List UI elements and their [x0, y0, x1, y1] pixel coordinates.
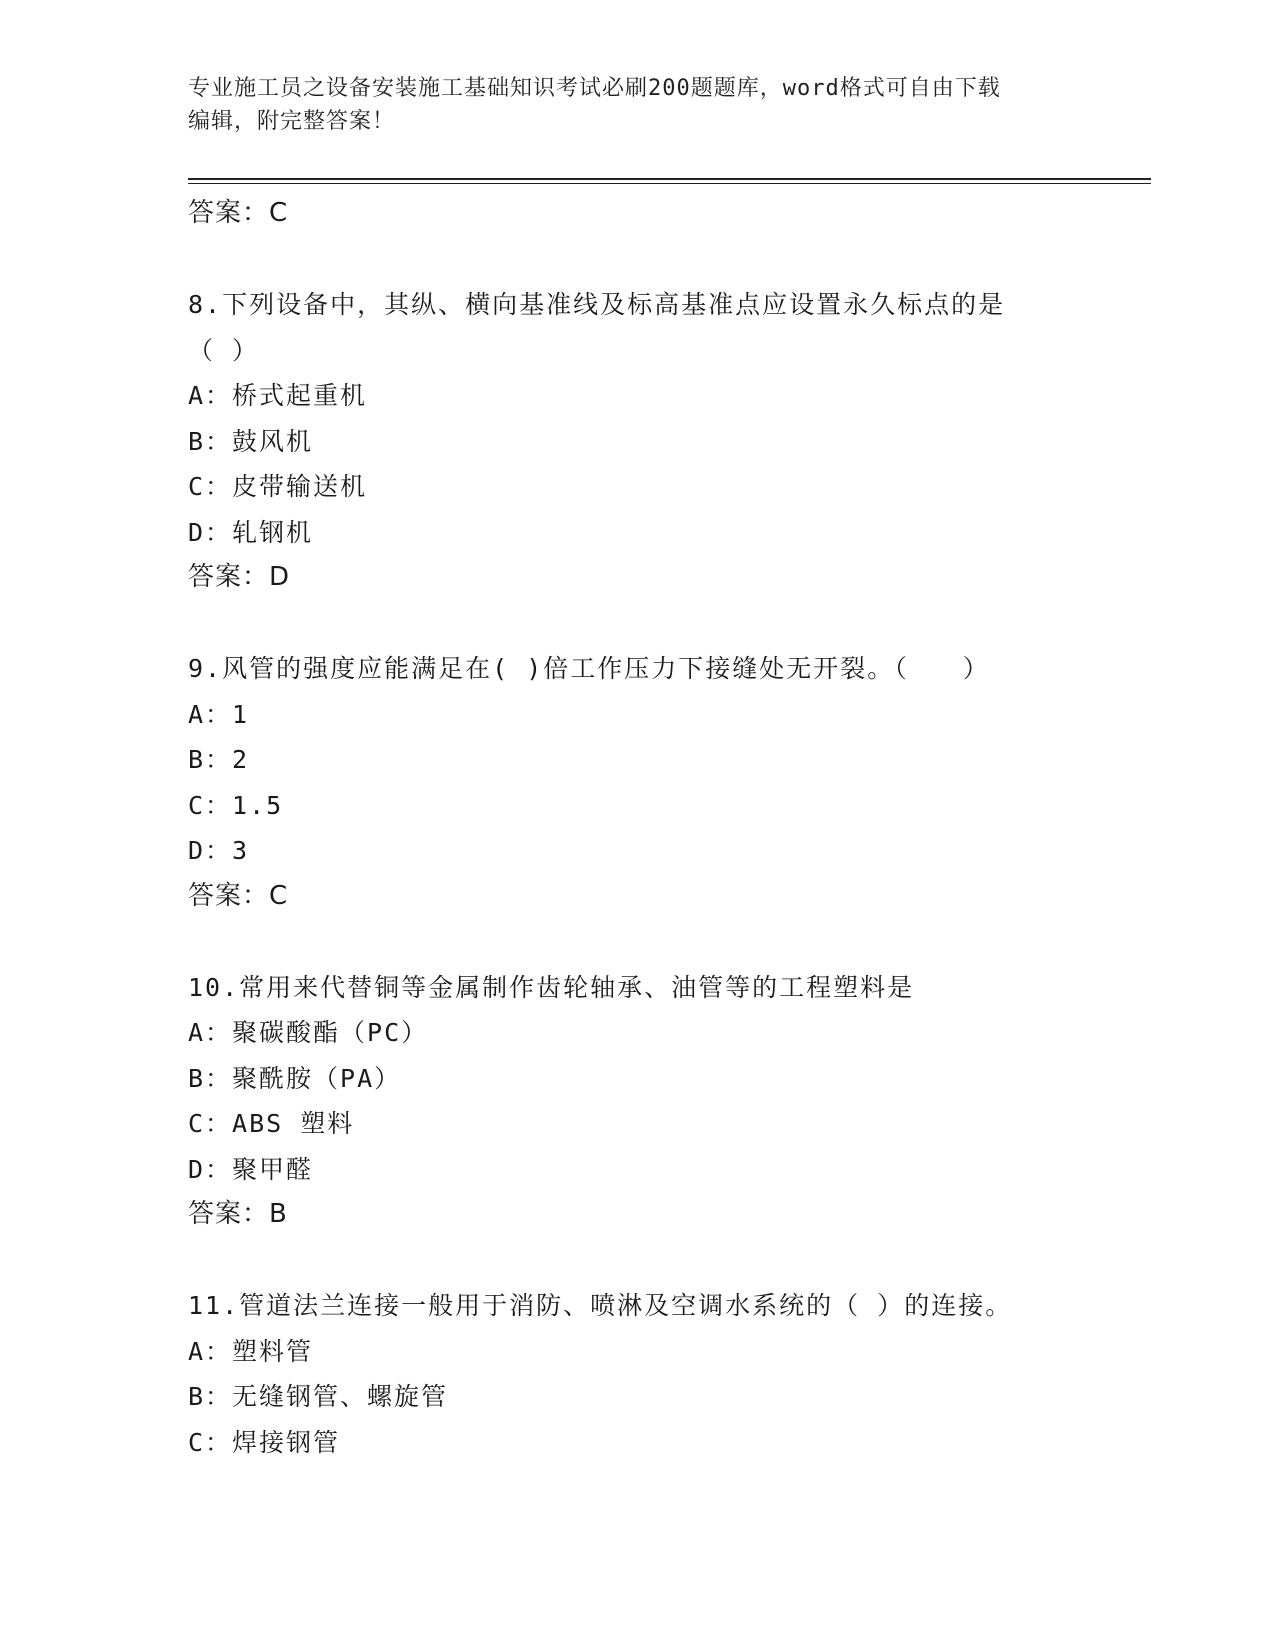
spacer — [188, 237, 1148, 283]
option-b: B：鼓风机 — [188, 426, 314, 456]
question-stem-continued: （ ） — [188, 335, 260, 365]
option-b: B：无缝钢管、螺旋管 — [188, 1382, 449, 1411]
spacer — [188, 919, 1148, 965]
question-item — [188, 1283, 1148, 1465]
option-c: C：ABS 塑料 — [188, 1109, 355, 1138]
question-item — [188, 282, 1148, 601]
option-d: D：3 — [188, 836, 250, 865]
spacer — [188, 601, 1148, 647]
page-header — [188, 72, 1088, 138]
option-a: A：1 — [188, 699, 250, 729]
question-list — [188, 191, 1148, 1465]
option-a: A：塑料管 — [188, 1336, 314, 1366]
option-a: A：桥式起重机 — [188, 381, 368, 410]
question-item — [188, 646, 1148, 919]
question-stem: 10.常用来代替铜等金属制作齿轮轴承、油管等的工程塑料是 — [188, 972, 915, 1002]
option-d: D：聚甲醛 — [188, 1154, 314, 1184]
header-title-line2: 编辑，附完整答案！ — [188, 109, 396, 134]
header-divider-thin — [188, 183, 1151, 184]
option-b: B：2 — [188, 745, 250, 774]
option-c: C：皮带输送机 — [188, 472, 368, 501]
header-title-line1: 专业施工员之设备安装施工基础知识考试必刷200题题库，word格式可自由下载 — [188, 76, 1001, 101]
option-d: D：轧钢机 — [188, 517, 314, 547]
option-c: C：1.5 — [188, 790, 284, 820]
option-c: C：焊接钢管 — [188, 1427, 341, 1457]
question-stem: 9.风管的强度应能满足在( )倍工作压力下接缝处无开裂。（ ） — [188, 654, 990, 683]
answer: 答案：D — [188, 562, 291, 592]
question-item — [188, 965, 1148, 1238]
answer: 答案：C — [188, 880, 289, 911]
question-stem: 11.管道法兰连接一般用于消防、喷淋及空调水系统的（ ）的连接。 — [188, 1291, 1013, 1320]
question-stem: 8.下列设备中，其纵、横向基准线及标高基准点应设置永久标点的是 — [188, 290, 1006, 319]
answer: 答案：B — [188, 1199, 288, 1229]
previous-answer: 答案：C — [188, 198, 289, 228]
spacer — [188, 1238, 1148, 1284]
option-a: A：聚碳酸酯（PC） — [188, 1018, 429, 1047]
header-divider-thick — [188, 178, 1151, 180]
option-b: B：聚酰胺（PA） — [188, 1063, 402, 1093]
